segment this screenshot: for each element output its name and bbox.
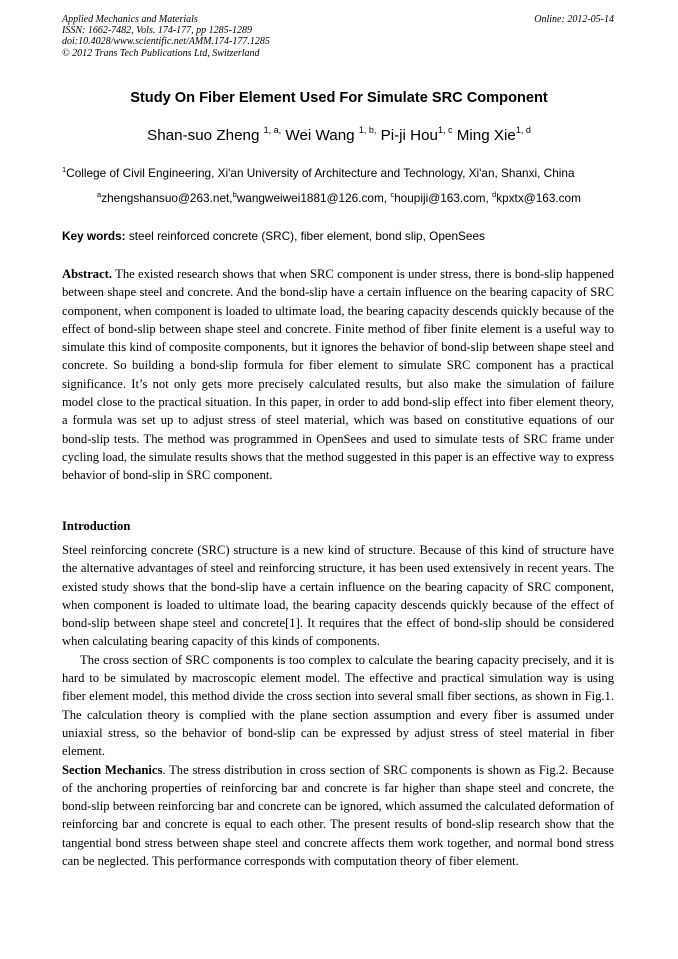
affiliation-text: College of Civil Engineering, Xi'an University of Architecture and Technology, Xi'an, Shanxi, China	[66, 166, 575, 180]
issn-line: ISSN: 1662-7482, Vols. 174-177, pp 1285-1289	[62, 25, 252, 37]
author-name: Shan-suo Zheng	[147, 127, 260, 144]
author-sup: 1, d	[515, 125, 531, 135]
online-date: Online: 2012-05-14	[534, 14, 614, 25]
abstract-label: Abstract.	[62, 267, 113, 281]
author-list	[0, 127, 678, 144]
intro-paragraph-1: Steel reinforcing concrete (SRC) structure is a new kind of structure. Because of this kind of structure have the alternative advantages of steel and reinforcing structure, it has been used extensively in recent years. The existed study shows that the bond-slip have a certain influence on the bearing capacity of SRC component, when component is loaded to ultimate load, the bearing capacity descends quickly because of the effect of bond-slip between shape steel and concrete[1]. It requires that the effect of bond-slip should be considered when calculating bearing capacity of this kinds of components.	[62, 543, 614, 649]
keywords	[62, 229, 622, 243]
author-sup: 1, b,	[358, 125, 377, 135]
journal-header	[62, 14, 614, 59]
copyright-line: © 2012 Trans Tech Publications Ltd, Switzerland	[62, 47, 260, 59]
email-sup: a	[97, 190, 102, 199]
affiliation	[62, 166, 622, 180]
keywords-text: steel reinforced concrete (SRC), fiber element, bond slip, OpenSees	[128, 229, 485, 243]
email-text: wangweiwei1881@126.com,	[236, 191, 388, 205]
keywords-label: Key words:	[62, 229, 126, 243]
email-text: houpiji@163.com,	[394, 191, 489, 205]
section-mechanics-text: . The stress distribution in cross section of SRC components is shown as Fig.2. Because of the anchoring properties of reinforcing bar and concrete is far higher than shape steel and concrete, the bond-slip between reinforcing bar and concrete can be ignored, which assumed the calculated deformation of reinforcing bar and concrete is equal to each other. The present results of bond-slip research show that the tangential bond stress between shape steel and concrete affects them work together, and normal bond stress can be neglected. This performance corresponds with computation theory of fiber element.	[62, 762, 614, 869]
author-name: Ming Xie	[456, 127, 516, 144]
intro-paragraph-2: The cross section of SRC components is too complex to calculate the bearing capacity precisely, and it is hard to be simulated by macroscopic element model. The effective and practical simulation way is using fiber element model, this method divide the cross section into several small fiber sections, as shown in Fig.1. The calculation theory is complied with the plane section assumption and every fiber is assumed under uniaxial stress, so the behavior of bond-slip can be expressed by adjust stress of steel material in fiber element.	[62, 652, 614, 759]
email-sup: d	[492, 190, 497, 199]
section-mechanics-label: Section Mechanics	[62, 762, 163, 777]
email-text: kpxtx@163.com	[496, 191, 581, 205]
author-name: Wei Wang	[285, 127, 355, 144]
doi-line: doi:10.4028/www.scientific.net/AMM.174-177.1285	[62, 36, 270, 48]
author-sup: 1, a,	[263, 125, 282, 135]
email-list	[0, 191, 678, 205]
paper-title: Study On Fiber Element Used For Simulate SRC Component	[130, 90, 548, 106]
introduction-body	[62, 541, 614, 870]
intro-paragraph-3	[62, 761, 614, 871]
journal-name: Applied Mechanics and Materials	[62, 14, 198, 25]
abstract-text: The existed research shows that when SRC component is under stress, there is bond-slip happened between shape steel and concrete. And the bond-slip have a certain influence on the bearing capacity of SRC component, when component is loaded to ultimate load, the bearing capacity descends quickly because of the effect of bond-slip between shape steel and concrete. Finite method of fiber finite element is a useful way to simulate this kind of composite components, but it ignores the behavior of bond-slip between shape steel and concrete. So building a bond-slip formula for fiber element to simulate SRC component has a practical significance. It’s not only gets more precisely calculated results, but also make the simulation of failure model close to the practical situation. In this paper, in order to add bond-slip effect into fiber element theory, a formula was set up to adjust stress of steel material, which was based on constitutive equations of our bond-slip tests. The method was programmed in OpenSees and used to simulate tests of SRC frame under cycling load, the simulate results shows that the method suggested in this paper is an effective way to express behavior of bond-slip in SRC component.	[62, 267, 614, 483]
email-sup: c	[390, 190, 395, 199]
author-name: Pi-ji Hou	[380, 127, 439, 144]
abstract	[62, 265, 614, 485]
introduction-heading: Introduction	[62, 519, 131, 533]
email-sup: b	[232, 190, 237, 199]
affiliation-sup: 1	[62, 165, 67, 174]
email-text: zhengshansuo@263.net,	[101, 191, 233, 205]
author-sup: 1, c	[438, 125, 453, 135]
